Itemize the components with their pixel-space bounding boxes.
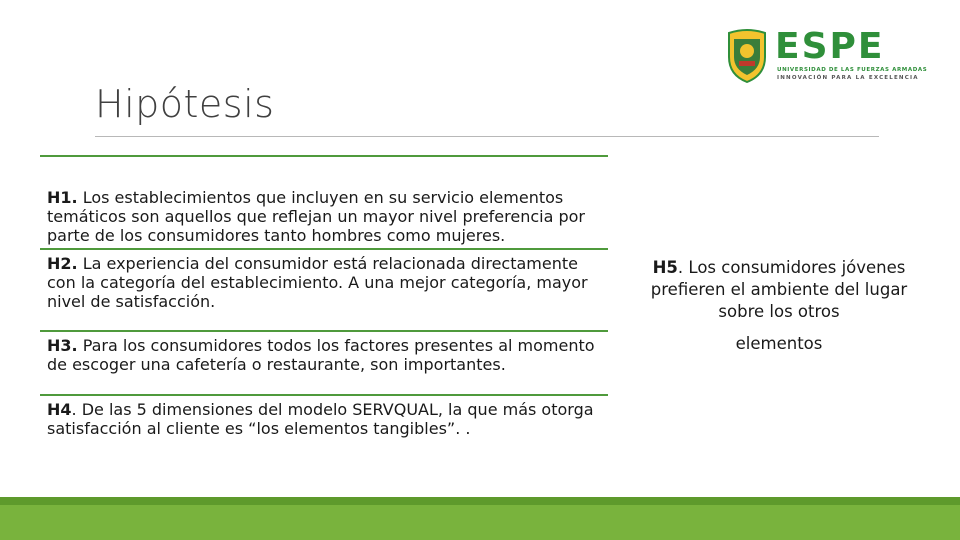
espe-logo	[725, 26, 928, 83]
hypothesis-3: H3. Para los consumidores todos los factores presentes al momento de escoger una cafetería o restaurante, son importantes.	[47, 336, 595, 374]
hypothesis-5-continuation: elementos	[735, 334, 823, 353]
logo-wordmark: ESPE	[775, 26, 885, 67]
logo-university-line: UNIVERSIDAD DE LAS FUERZAS ARMADAS	[777, 67, 928, 73]
hypothesis-1: H1. Los establecimientos que incluyen en su servicio elementos temáticos son aquellos que reflejan un mayor nivel preferencia por parte de los consumidores tanto hombres como mujeres.	[47, 188, 586, 245]
slide-title: Hipótesis	[95, 82, 275, 126]
footer-accent	[0, 497, 960, 505]
hypotheses-table	[40, 155, 608, 438]
title-divider	[95, 136, 879, 137]
hypothesis-2: H2. La experiencia del consumidor está relacionada directamente con la categoría del establecimiento. A una mejor categoría, mayor nivel de satisfacción.	[47, 254, 588, 311]
logo-tagline: INNOVACIÓN PARA LA EXCELENCIA	[777, 75, 919, 81]
hypothesis-4: H4. De las 5 dimensiones del modelo SERVQUAL, la que más otorga satisfacción al cliente es “los elementos tangibles”. .	[47, 400, 594, 438]
hypothesis-5: H5. Los consumidores jóvenes prefieren el ambiente del lugar sobre los otros	[650, 258, 908, 321]
crest-icon	[725, 27, 769, 83]
